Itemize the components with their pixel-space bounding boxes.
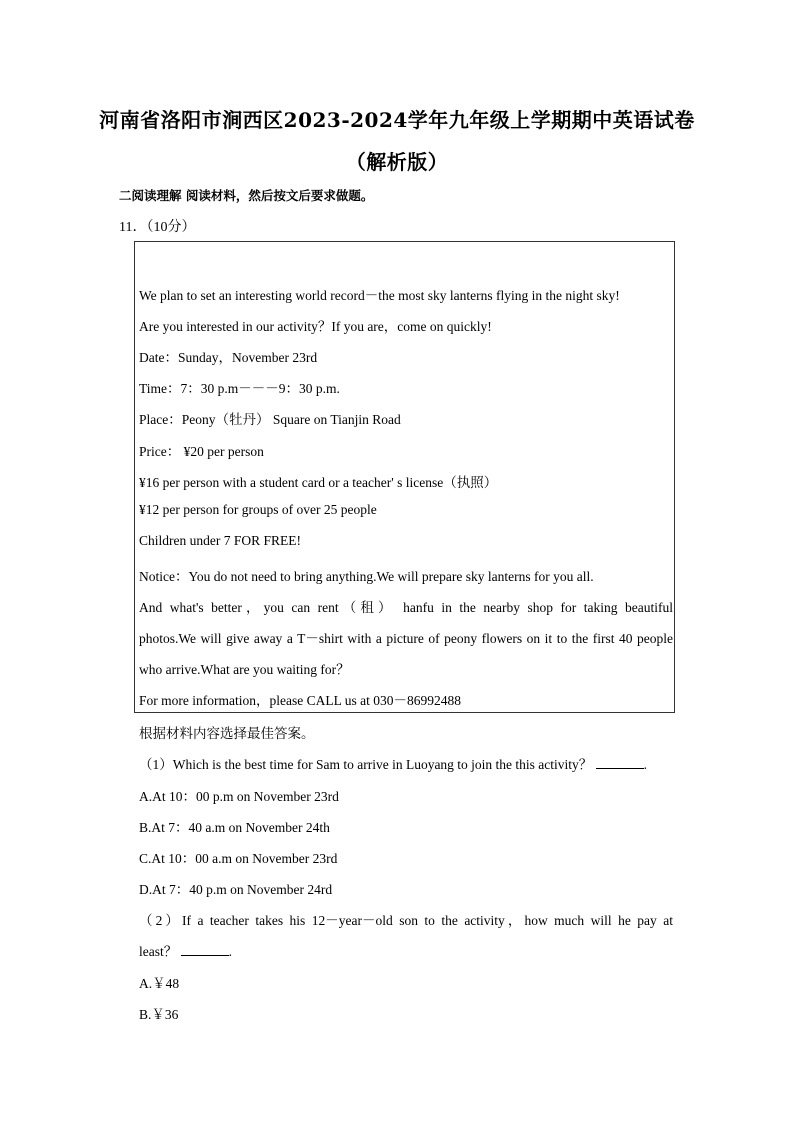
- document-subtitle: （解析版）: [345, 150, 449, 174]
- option-b: B.At 7：40 a.m on November 24th: [139, 820, 330, 835]
- passage-line: Children under 7 FOR FREE!: [139, 533, 301, 548]
- question-2-stem: （2）If a teacher takes his 12－year－old son to the activity，how much will he pay at: [139, 913, 673, 928]
- passage-line: And what's better，you can rent（租） hanfu in the nearby shop for taking beautiful: [139, 600, 673, 615]
- passage-line: We plan to set an interesting world record－the most sky lanterns flying in the night sky!: [139, 288, 620, 303]
- passage-line: Notice：You do not need to bring anything.We will prepare sky lanterns for you all.: [139, 569, 594, 584]
- passage-line: Price： ¥20 per person: [139, 444, 264, 459]
- passage-line: ¥16 per person with a student card or a teacher' s license（执照）: [139, 475, 498, 490]
- option-a: A.At 10：00 p.m on November 23rd: [139, 789, 339, 804]
- option-b: B.￥36: [139, 1007, 179, 1022]
- question-number: 11．（10分）: [119, 220, 196, 235]
- answer-blank: [181, 944, 229, 956]
- question-2-text: least？: [139, 944, 178, 959]
- passage-line: For more information，please CALL us at 030－86992488: [139, 693, 461, 708]
- passage-line: Place：Peony（牡丹） Square on Tianjin Road: [139, 412, 401, 427]
- instruction-text: 根据材料内容选择最佳答案。: [139, 726, 315, 741]
- passage-line: Date：Sunday，November 23rd: [139, 350, 318, 365]
- passage-line: Time：7：30 p.m－－－9：30 p.m.: [139, 381, 340, 396]
- option-c: C.At 10：00 a.m on November 23rd: [139, 851, 338, 866]
- option-d: D.At 7：40 p.m on November 24rd: [139, 882, 333, 897]
- option-a: A.￥48: [139, 976, 180, 991]
- document-title: 河南省洛阳市涧西区2023-2024学年九年级上学期期中英语试卷: [99, 108, 695, 132]
- passage-line: who arrive.What are you waiting for？: [139, 662, 350, 677]
- question-1-text: （1）Which is the best time for Sam to arrive in Luoyang to join the this activity？: [139, 757, 593, 772]
- passage-line: photos.We will give away a T－shirt with a picture of peony flowers on it to the first 40 people: [139, 631, 673, 646]
- passage-line: ¥12 per person for groups of over 25 people: [139, 502, 377, 517]
- question-2-stem-cont: least？ .: [139, 944, 232, 959]
- question-1-stem: （1）Which is the best time for Sam to arrive in Luoyang to join the this activity？ .: [139, 757, 648, 772]
- answer-blank: [596, 757, 644, 769]
- section-heading: 二阅读理解 阅读材料，然后按文后要求做题。: [119, 188, 374, 203]
- passage-line: Are you interested in our activity？If you are，come on quickly!: [139, 319, 492, 334]
